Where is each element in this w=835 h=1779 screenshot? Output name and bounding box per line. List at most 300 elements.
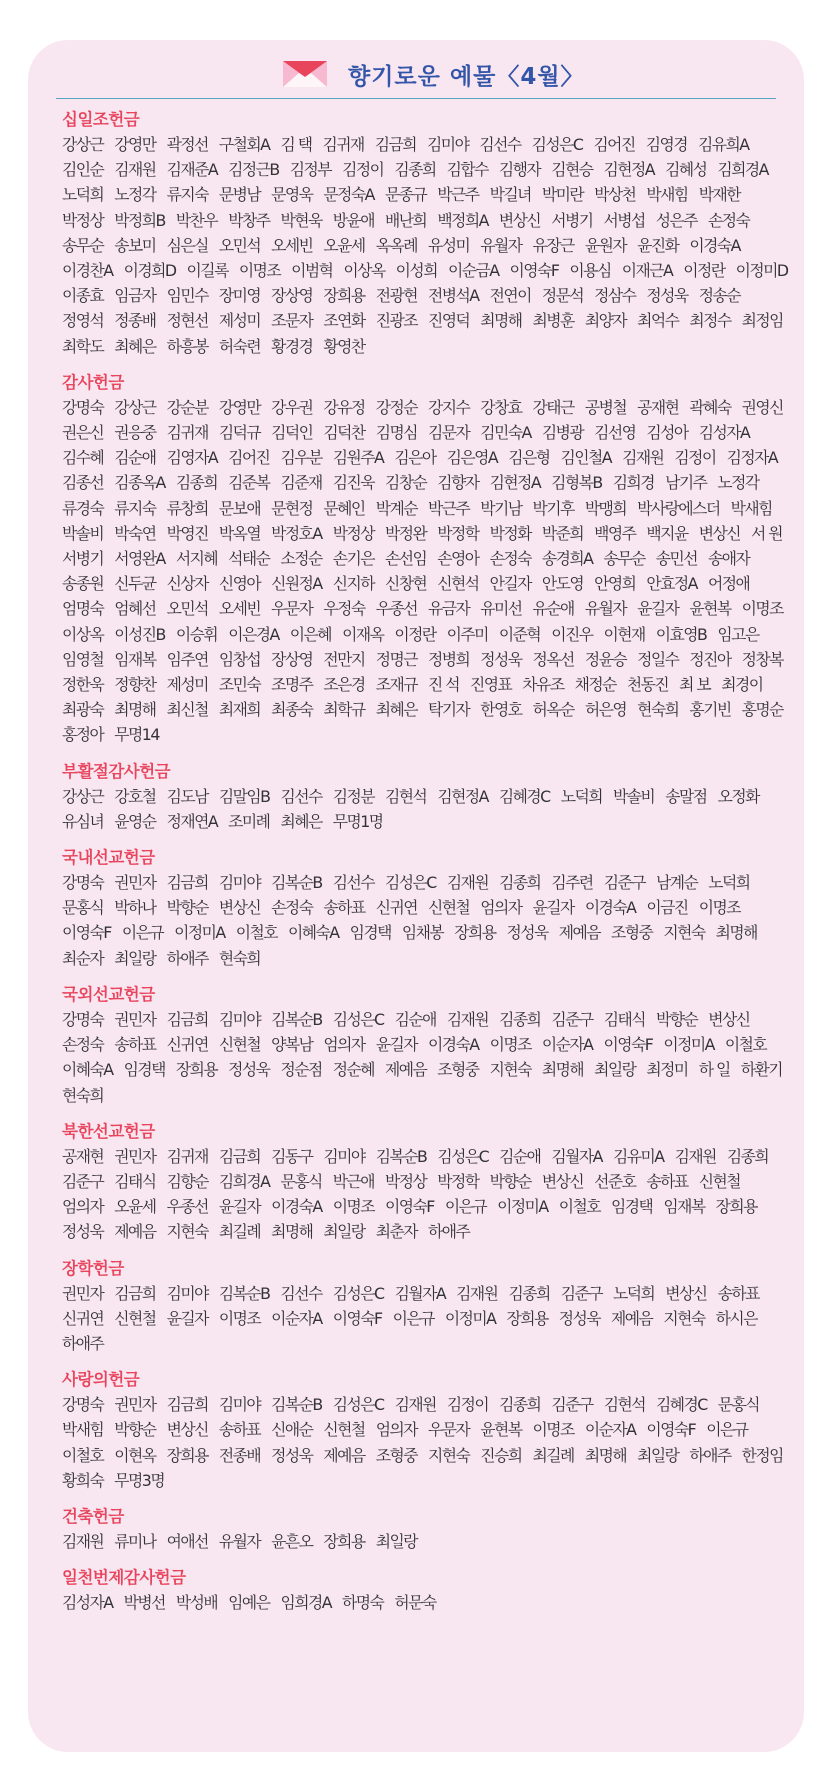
donor-name: 김도남 [166, 786, 208, 806]
donor-name: 송하표 [323, 898, 365, 918]
donor-name: 김성아 [646, 423, 688, 443]
donor-name: 김귀재 [166, 1146, 208, 1166]
donor-name: 유금자 [427, 599, 470, 619]
donor-name: 조문자 [271, 311, 313, 331]
donor-name: 김재원 [446, 873, 489, 893]
donor-name: 오윤세 [114, 1197, 156, 1217]
donor-name: 이상옥 [343, 261, 385, 281]
donor-name: 박정상 [385, 1171, 427, 1191]
donor-name: 김동구 [271, 1146, 313, 1166]
donor-name: 김성자A [62, 1593, 113, 1613]
donor-name: 정재연A [166, 811, 218, 831]
donor-name: 신현철 [323, 1420, 365, 1440]
donor-name: 오세빈 [218, 599, 261, 619]
donor-name: 이성진B [114, 624, 165, 644]
donor-name: 윤길자 [218, 1197, 261, 1217]
donor-name: 김은영A [446, 448, 498, 468]
donor-name: 임채봉 [401, 923, 444, 943]
donor-name: 우종선 [375, 599, 417, 619]
donor-name: 권민자 [114, 1146, 156, 1166]
offering-section [62, 846, 792, 971]
donor-name: 김종희 [175, 473, 218, 493]
donor-name: 김희경A [218, 1171, 270, 1191]
donor-name: 이정란 [394, 624, 436, 644]
donor-name: 정송순 [698, 286, 740, 306]
donor-name: 강태근 [532, 397, 574, 417]
donor-name: 박정상 [332, 523, 374, 543]
donor-name: 변상신 [708, 1009, 750, 1029]
donor-name: 강명숙 [62, 397, 104, 417]
donor-name: 배난희 [385, 210, 427, 230]
donor-name: 정종배 [114, 311, 156, 331]
donor-name: 김귀재 [322, 135, 364, 154]
donor-name: 김미야 [166, 1283, 208, 1303]
donor-name: 최일랑 [323, 1222, 365, 1242]
section-title: 국내선교헌금 [62, 848, 155, 868]
donor-name: 김성은C [332, 1395, 384, 1415]
donor-name: 최신철 [166, 700, 208, 720]
donor-name: 김합수 [446, 160, 488, 180]
donor-name: 김민숙A [480, 423, 531, 443]
donor-name: 최일랑 [114, 948, 156, 968]
donor-list [62, 1144, 792, 1245]
donor-name: 박솔비 [62, 523, 104, 543]
donor-name: 성은주 [655, 210, 698, 230]
donor-name: 김복순B [375, 1146, 427, 1166]
donor-name: 박향순 [489, 1171, 531, 1191]
donor-name: 하흥봉 [166, 336, 208, 356]
donor-name: 김정이 [674, 448, 716, 468]
section-title: 북한선교헌금 [62, 1121, 155, 1141]
donor-name: 박근주 [437, 185, 479, 205]
donor-name: 김재원 [62, 1531, 104, 1551]
donor-name: 전병석A [427, 286, 479, 306]
donor-name: 강상근 [62, 135, 104, 154]
donor-name: 김현석 [603, 1395, 645, 1415]
donor-name: 송민선 [655, 549, 697, 569]
donor-name: 김성은C [332, 1009, 384, 1029]
donor-name: 김종옥A [114, 473, 165, 493]
donor-name: 옥옥례 [375, 235, 417, 255]
donor-name: 권영신 [741, 397, 783, 417]
donor-name: 천동진 [626, 675, 669, 695]
donor-name: 백지윤 [646, 523, 688, 543]
donor-name: 박정학 [437, 1171, 479, 1191]
donor-name: 정현선 [166, 311, 208, 331]
donor-name: 이순금A [447, 261, 499, 281]
offering-sections [62, 108, 792, 1627]
donor-name: 정문석 [541, 286, 584, 306]
donor-name: 안도영 [541, 574, 584, 594]
donor-name: 신애순 [271, 1420, 313, 1440]
donor-name: 김종희 [499, 873, 541, 893]
donor-name: 김성자A [698, 423, 750, 443]
donor-name: 강상근 [114, 397, 156, 417]
donor-name: 지현숙 [663, 923, 705, 943]
donor-name: 김인철A [560, 448, 612, 468]
donor-name: 진광조 [375, 311, 417, 331]
donor-name: 김종희 [499, 1395, 541, 1415]
donor-name: 이경숙A [584, 898, 636, 918]
donor-name: 임고은 [717, 624, 759, 644]
section-title: 십일조헌금 [62, 110, 140, 129]
donor-name: 김수혜 [62, 448, 104, 468]
donor-name: 정창복 [741, 649, 783, 669]
donor-name: 양복남 [271, 1035, 313, 1055]
page-header [56, 50, 776, 99]
donor-name: 제성미 [166, 675, 208, 695]
donor-name: 장희용 [506, 1308, 548, 1328]
donor-name: 최병훈 [532, 311, 574, 331]
donor-name: 김원주A [332, 448, 384, 468]
donor-name: 김말임B [218, 786, 270, 806]
donor-name: 박새힘 [646, 185, 688, 205]
donor-name: 김창순 [385, 473, 427, 493]
donor-name: 정병희 [427, 649, 470, 669]
donor-name: 박정상 [62, 210, 104, 230]
donor-name: 이철호 [558, 1197, 601, 1217]
donor-name: 신원정A [271, 574, 322, 594]
donor-name: 선준호 [594, 1171, 636, 1191]
donor-name: 조형중 [611, 923, 653, 943]
donor-name: 홍명순 [741, 700, 783, 720]
donor-name: 김월자A [394, 1283, 446, 1303]
offering-section [62, 1120, 792, 1245]
donor-name: 김순애 [394, 1009, 436, 1029]
donor-name: 공병철 [584, 397, 627, 417]
donor-name: 차유조 [522, 675, 564, 695]
donor-name: 이준혁 [498, 624, 541, 644]
donor-name: 구철회A [218, 135, 270, 154]
donor-name: 손정숙 [489, 549, 531, 569]
donor-list [62, 1392, 792, 1493]
donor-name: 이명조 [532, 1420, 574, 1440]
donor-name: 최정수 [689, 311, 731, 331]
donor-name: 문정숙A [323, 185, 374, 205]
donor-name: 조재규 [375, 675, 417, 695]
donor-name: 정성욱 [558, 1308, 601, 1328]
donor-name: 최명해 [541, 1060, 584, 1080]
donor-name: 임예은 [228, 1593, 270, 1613]
donor-name: 이성희 [395, 261, 437, 281]
donor-name: 김종선 [62, 473, 104, 493]
donor-name: 허은영 [584, 700, 627, 720]
donor-name: 최정임 [741, 311, 783, 331]
donor-name: 안효정A [646, 574, 697, 594]
donor-name: 김금희 [114, 1283, 156, 1303]
donor-name: 변상신 [541, 1171, 584, 1191]
donor-name: 최혜은 [280, 811, 322, 831]
donor-name: 박준희 [541, 523, 584, 543]
donor-name: 문홍식 [62, 898, 104, 918]
donor-name: 김태식 [603, 1009, 645, 1029]
donor-name: 신현석 [437, 574, 479, 594]
donor-name: 김재원 [456, 1283, 498, 1303]
donor-name: 노정각 [114, 185, 156, 205]
donor-name: 김복순B [271, 873, 322, 893]
donor-name: 박계순 [375, 498, 417, 518]
donor-name: 김영경 [645, 135, 687, 154]
donor-name: 문보애 [218, 498, 261, 518]
donor-name: 강명숙 [62, 1395, 104, 1415]
donor-name: 서병섭 [603, 210, 645, 230]
donor-list [62, 1590, 792, 1615]
donor-name: 권민자 [62, 1283, 104, 1303]
donor-name: 송경희A [541, 549, 593, 569]
donor-name: 김어진 [593, 135, 635, 154]
donor-name: 문영욱 [271, 185, 313, 205]
donor-name: 김영자A [166, 448, 218, 468]
offering-section [62, 983, 792, 1108]
donor-name: 김금희 [166, 873, 208, 893]
donor-name: 임주연 [166, 649, 208, 669]
donor-name: 김순애 [114, 448, 156, 468]
donor-name: 한정임 [741, 1445, 783, 1465]
donor-name: 김문자 [427, 423, 470, 443]
donor-name: 최명해 [480, 311, 522, 331]
donor-name: 이경찬A [62, 261, 113, 281]
donor-name: 송무순 [603, 549, 645, 569]
donor-name: 노정각 [717, 473, 759, 493]
donor-name: 정진아 [689, 649, 731, 669]
donor-name: 김선수 [280, 786, 322, 806]
donor-name: 이범혁 [291, 261, 333, 281]
donor-name: 하 일 [698, 1060, 730, 1080]
donor-name: 최길례 [218, 1222, 261, 1242]
donor-name: 김금희 [374, 135, 417, 154]
donor-name: 박근주 [427, 498, 470, 518]
donor-name: 김미야 [218, 873, 261, 893]
donor-name: 정성욱 [646, 286, 688, 306]
donor-name: 박기후 [532, 498, 574, 518]
donor-name: 어정애 [708, 574, 750, 594]
donor-name: 류지숙 [166, 185, 208, 205]
page-title: 향기로운 예물〈4월〉 [348, 64, 585, 90]
donor-name: 신상자 [166, 574, 208, 594]
donor-name: 이영숙F [603, 1035, 653, 1055]
donor-name: 김은아 [394, 448, 436, 468]
donor-name: 최양자 [584, 311, 627, 331]
donor-name: 박찬우 [175, 210, 218, 230]
donor-name: 김미야 [427, 135, 469, 154]
donor-name: 김희경 [612, 473, 655, 493]
donor-name: 이경숙A [271, 1197, 322, 1217]
donor-name: 우정숙 [323, 599, 365, 619]
donor-name: 조명주 [271, 675, 313, 695]
donor-name: 임경택 [611, 1197, 653, 1217]
donor-name: 이종효 [62, 286, 104, 306]
donor-name: 신귀연 [166, 1035, 208, 1055]
donor-name: 이명조 [218, 1308, 261, 1328]
donor-name: 전연이 [489, 286, 531, 306]
donor-name: 김현정A [489, 473, 541, 493]
donor-name: 최일랑 [375, 1531, 417, 1551]
donor-name: 이재근A [621, 261, 673, 281]
donor-name: 정성욱 [62, 1222, 104, 1242]
donor-name: 김준구 [560, 1283, 602, 1303]
donor-name: 장희용 [454, 923, 496, 943]
donor-name: 최명해 [715, 923, 757, 943]
donor-name: 김희경A [717, 160, 768, 180]
donor-name: 홍기빈 [689, 700, 731, 720]
donor-name: 공재현 [62, 1146, 104, 1166]
donor-name: 김유희A [697, 135, 749, 154]
donor-name: 강정순 [375, 397, 417, 417]
donor-name: 김준구 [603, 873, 645, 893]
donor-name: 변상신 [665, 1283, 707, 1303]
donor-name: 임금자 [114, 286, 156, 306]
donor-name: 김선수 [479, 135, 521, 154]
donor-name: 김재원 [394, 1395, 436, 1415]
donor-name: 강영만 [218, 397, 261, 417]
donor-name: 장희용 [175, 1060, 218, 1080]
donor-name: 문병남 [218, 185, 261, 205]
donor-name: 황희숙 [62, 1470, 104, 1490]
donor-name: 박상천 [594, 185, 636, 205]
donor-name: 서영완A [114, 549, 165, 569]
donor-name: 윤진화 [637, 235, 679, 255]
donor-name: 권은신 [62, 423, 104, 443]
donor-name: 권응중 [114, 423, 156, 443]
donor-name: 신귀연 [62, 1308, 104, 1328]
donor-name: 남기주 [665, 473, 707, 493]
section-title: 국외선교헌금 [62, 984, 155, 1004]
donor-name: 이은경A [228, 624, 279, 644]
donor-name: 심은실 [166, 235, 208, 255]
donor-name: 박영진 [166, 523, 208, 543]
donor-name: 하애주 [427, 1222, 470, 1242]
donor-name: 박하나 [114, 898, 156, 918]
donor-name: 제성미 [218, 311, 261, 331]
donor-name: 최 보 [679, 675, 711, 695]
donor-name: 진영표 [470, 675, 512, 695]
donor-name: 손정숙 [271, 898, 313, 918]
donor-name: 손정숙 [708, 210, 750, 230]
donor-name: 서지혜 [175, 549, 218, 569]
donor-name: 장상영 [271, 286, 313, 306]
donor-name: 김성은C [385, 873, 436, 893]
donor-name: 김성은C [531, 135, 583, 154]
donor-name: 우문자 [427, 1420, 470, 1440]
donor-name: 박정화 [489, 523, 531, 543]
donor-name: 박정호A [271, 523, 322, 543]
donor-name: 정성욱 [271, 1445, 313, 1465]
donor-name: 이길록 [186, 261, 228, 281]
donor-name: 서병기 [551, 210, 593, 230]
section-title: 장학헌금 [62, 1258, 124, 1278]
donor-name: 손기은 [332, 549, 374, 569]
donor-name: 최학도 [62, 336, 104, 356]
donor-name: 진영덕 [427, 311, 470, 331]
donor-name: 임경택 [123, 1060, 165, 1080]
donor-name: 이용심 [569, 261, 611, 281]
donor-name: 하환기 [740, 1060, 783, 1080]
donor-name: 류경숙 [62, 498, 104, 518]
donor-name: 이은규 [392, 1308, 434, 1328]
donor-name: 김월자A [551, 1146, 602, 1166]
donor-name: 김재원 [114, 160, 156, 180]
donor-name: 제예음 [385, 1060, 427, 1080]
donor-name: 유심녀 [62, 811, 104, 831]
donor-name: 송애자 [708, 549, 750, 569]
donor-name: 강지수 [427, 397, 470, 417]
donor-name: 엄의자 [323, 1035, 365, 1055]
donor-name: 김미야 [218, 1395, 261, 1415]
donor-name: 김현정A [437, 786, 488, 806]
donor-name: 이현옥 [114, 1445, 156, 1465]
donor-name: 엄의자 [480, 898, 522, 918]
donor-name: 최혜은 [114, 336, 156, 356]
donor-name: 김진욱 [332, 473, 374, 493]
donor-name: 박솔비 [613, 786, 655, 806]
donor-name: 오정화 [717, 786, 759, 806]
donor-name: 정옥선 [532, 649, 574, 669]
donor-name: 윤현복 [689, 599, 731, 619]
donor-list [62, 870, 792, 971]
donor-name: 김현승 [551, 160, 593, 180]
donor-name: 이명조 [332, 1197, 374, 1217]
donor-name: 제예음 [323, 1445, 365, 1465]
donor-name: 안영희 [594, 574, 636, 594]
donor-name: 류미나 [114, 1531, 156, 1551]
donor-name: 이영숙F [62, 923, 111, 943]
donor-name: 지현숙 [663, 1308, 705, 1328]
donor-name: 박정희B [114, 210, 165, 230]
donor-name: 문홍식 [717, 1395, 760, 1415]
donor-name: 권민자 [114, 1395, 156, 1415]
donor-name: 최일랑 [637, 1445, 679, 1465]
donor-name: 이금진 [646, 898, 688, 918]
donor-name: 제예음 [558, 923, 601, 943]
section-title: 건축헌금 [62, 1506, 124, 1526]
donor-name: 서병기 [62, 549, 104, 569]
donor-name: 최억수 [637, 311, 679, 331]
donor-name: 최혜은 [375, 700, 417, 720]
donor-name: 송하표 [218, 1420, 261, 1440]
donor-name: 이효영B [655, 624, 707, 644]
donor-name: 이순자A [271, 1308, 322, 1328]
donor-name: 전광현 [375, 286, 417, 306]
donor-name: 오윤세 [323, 235, 365, 255]
donor-name: 박향순 [166, 898, 208, 918]
donor-name: 우문자 [271, 599, 313, 619]
donor-name: 김형복B [551, 473, 602, 493]
donor-name: 신창현 [385, 574, 427, 594]
donor-list [62, 395, 792, 748]
donor-name: 임희경A [280, 1593, 332, 1613]
donor-name: 김성은C [332, 1283, 384, 1303]
donor-name: 이명조 [489, 1035, 531, 1055]
donor-name: 김금희 [166, 1395, 208, 1415]
donor-name: 홍정아 [62, 725, 104, 745]
donor-name: 백정희A [437, 210, 488, 230]
donor-name: 정일수 [637, 649, 679, 669]
donor-name: 여애선 [166, 1531, 208, 1551]
donor-name: 정삼수 [594, 286, 636, 306]
donor-name: 엄명숙 [62, 599, 104, 619]
donor-name: 이철호 [235, 923, 278, 943]
donor-list [62, 1529, 792, 1554]
offering-section [62, 1566, 792, 1615]
donor-name: 김혜경C [655, 1395, 707, 1415]
donor-name: 송하표 [114, 1035, 156, 1055]
donor-name: 노덕희 [62, 185, 104, 205]
donor-name: 정성욱 [228, 1060, 270, 1080]
donor-name: 정성욱 [506, 923, 548, 943]
donor-name: 박근애 [332, 1171, 374, 1191]
donor-name: 박재한 [698, 185, 740, 205]
donor-name: 윤길자 [375, 1035, 417, 1055]
